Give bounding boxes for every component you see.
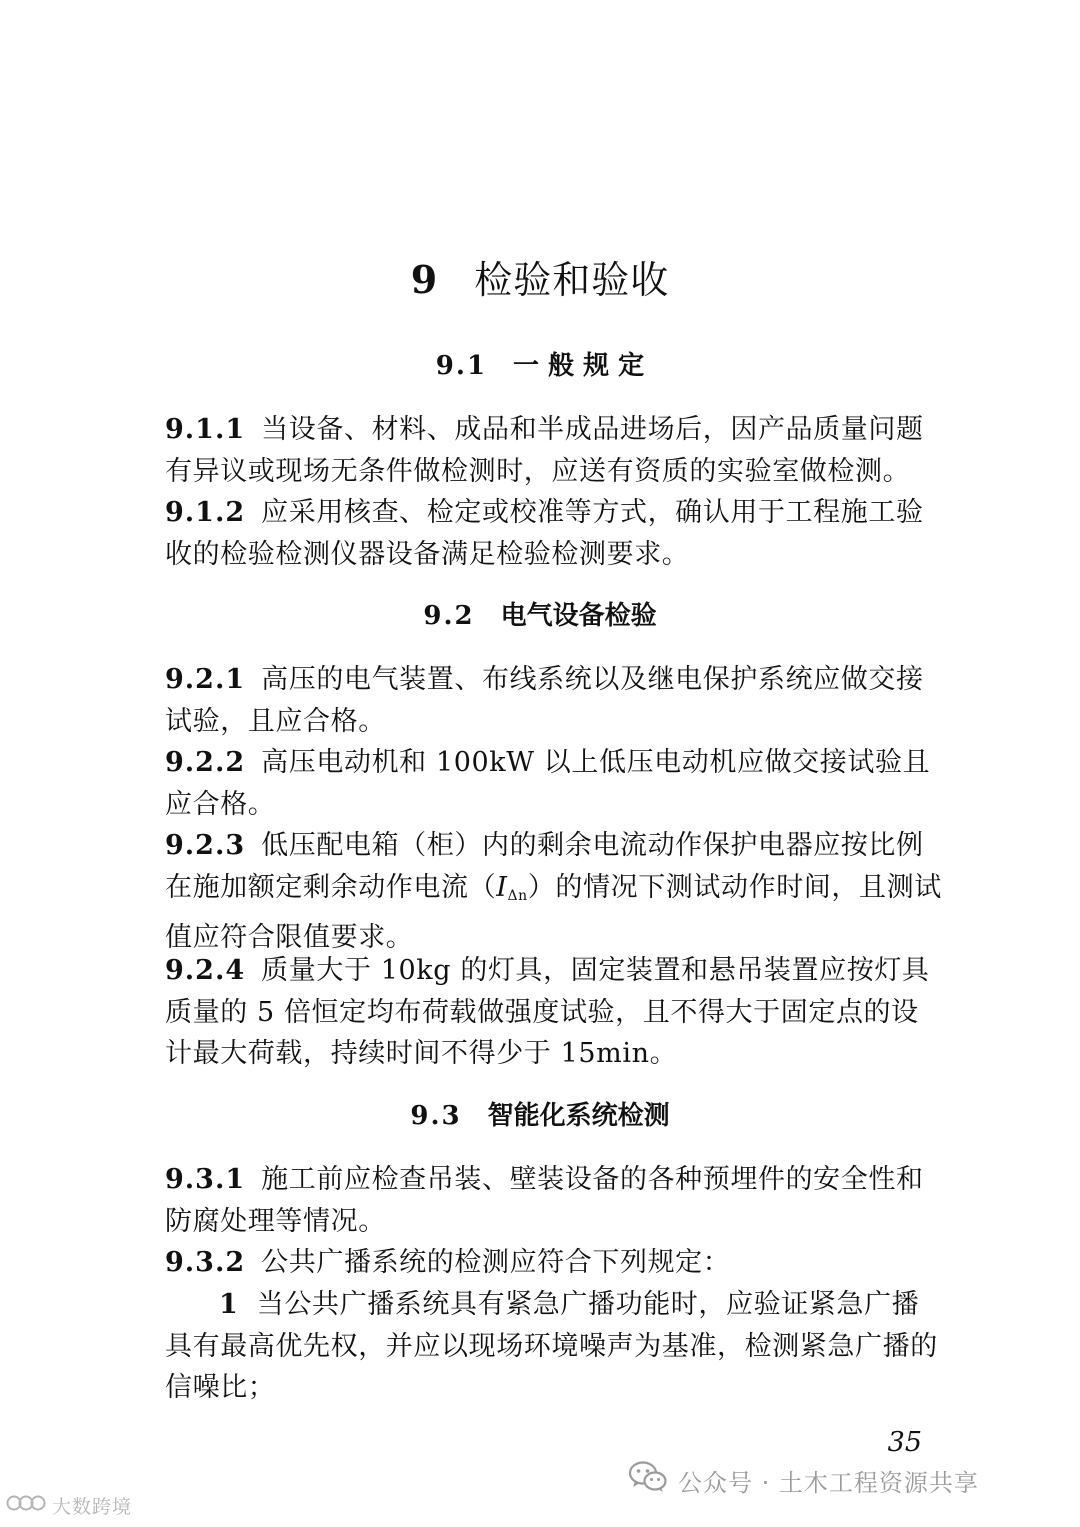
clause-paragraph — [165, 950, 943, 1075]
clause-number: 9.1.2 — [165, 497, 246, 528]
watermark — [628, 1460, 979, 1500]
clause-text-after: ）的情况下测试动作时间，且测试值应符合限值要求。 — [165, 871, 942, 953]
current-symbol: I — [496, 871, 508, 903]
section-title: 一 般 规 定 — [513, 351, 645, 381]
clause-text: 公共广播系统的检测应符合下列规定： — [261, 1247, 731, 1278]
wechat-icon — [628, 1460, 668, 1500]
clause-paragraph — [165, 409, 943, 492]
clause-paragraph — [165, 742, 943, 825]
clause-text: 施工前应检查吊装、壁装设备的各种预埋件的安全性和防腐处理等情况。 — [165, 1164, 924, 1237]
clause-paragraph — [165, 825, 943, 959]
clause-number: 9.3.1 — [165, 1164, 246, 1195]
section-number: 9.1 — [435, 351, 488, 381]
clause-paragraph — [165, 492, 943, 575]
watermark-text: 公众号 · 土木工程资源共享 — [678, 1468, 979, 1497]
clause-text: 高压的电气装置、布线系统以及继电保护系统应做交接试验，且应合格。 — [165, 664, 924, 737]
circle-logo-icon — [6, 1492, 46, 1519]
clause-number: 9.2.4 — [165, 955, 246, 986]
clause-paragraph — [165, 1159, 943, 1242]
page-number: 35 — [887, 1427, 922, 1458]
current-symbol-subscript: Δn — [507, 887, 528, 904]
clause-number: 9.2.1 — [165, 664, 246, 695]
corner-watermark — [6, 1490, 132, 1520]
section-heading — [0, 1096, 1080, 1136]
section-heading — [0, 346, 1080, 386]
section-title: 智能化系统检测 — [487, 1101, 670, 1131]
clause-number: 9.3.2 — [165, 1247, 246, 1278]
clause-number: 9.2.3 — [165, 830, 246, 861]
section-number: 9.2 — [423, 601, 475, 631]
clause-paragraph — [165, 1242, 943, 1284]
clause-text-before: 低压配电箱（柜）内的剩余电流动作保护电器应按比例在施加额定剩余动作电流（ — [165, 830, 924, 903]
clause-number: 9.2.2 — [165, 747, 246, 778]
clause-text: 应采用核查、检定或校准等方式，确认用于工程施工验收的检验检测仪器设备满足检验检测要求。 — [165, 497, 924, 570]
clause-paragraph — [165, 659, 943, 742]
list-item — [165, 1284, 943, 1409]
chapter-title-text: 检验和验收 — [474, 258, 670, 302]
clause-number: 9.1.1 — [165, 414, 246, 445]
section-heading — [0, 596, 1080, 636]
corner-watermark-text: 大数跨境 — [52, 1495, 133, 1518]
item-number: 1 — [219, 1289, 239, 1320]
item-text: 当公共广播系统具有紧急广播功能时，应验证紧急广播具有最高优先权，并应以现场环境噪声为基准，检测紧急广播的信噪比； — [165, 1289, 938, 1403]
clause-text: 当设备、材料、成品和半成品进场后，因产品质量问题有异议或现场无条件做检测时，应送有资质的实验室做检测。 — [165, 414, 924, 487]
clause-text: 高压电动机和 100kW 以上低压电动机应做交接试验且应合格。 — [165, 747, 931, 820]
clause-text: 质量大于 10kg 的灯具，固定装置和悬吊装置应按灯具质量的 5 倍恒定均布荷载做强度试验，且不得大于固定点的设计最大荷载，持续时间不得少于 15min。 — [165, 955, 930, 1069]
section-number: 9.3 — [410, 1101, 462, 1131]
chapter-number: 9 — [410, 257, 439, 302]
section-title: 电气设备检验 — [500, 601, 657, 631]
chapter-title — [0, 252, 1080, 308]
